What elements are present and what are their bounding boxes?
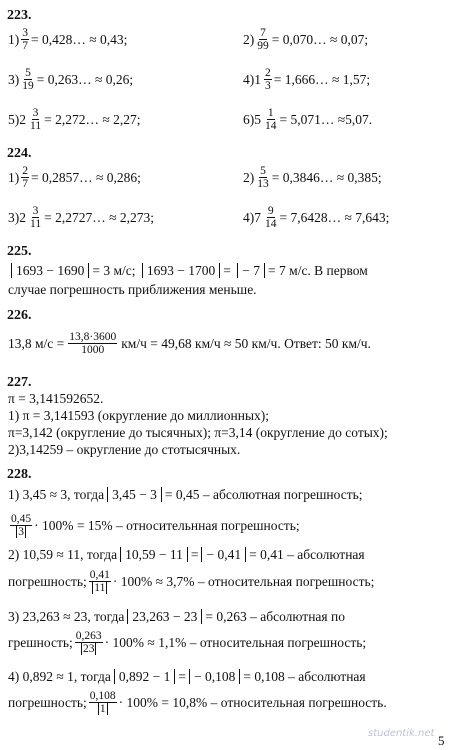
fraction: $\frac{0,41}{11}$ [89,569,110,594]
problem-number-226: 226. [7,308,32,323]
p228-item-1-line-2: $\frac{0,45}{3}$ · 100% = 15% – относительнная погрешность; [11,513,300,538]
fraction: $\frac{0,45}{3}$ [11,513,32,538]
fraction: $\frac{0,263}{23}$ [75,630,102,655]
fraction: $\frac{3}{11}$ [30,205,42,230]
p228-item-3-line-1: 3) 23,263 ≈ 23, тогда 23,263 − 23 = 0,263 – абсолютная по [8,609,345,624]
problem-number-227: 227. [7,375,32,390]
p225-line-1: 1693 − 1690 = 3 м/с; 1693 − 1700 = − 7 = 7 м/с. В первом [8,262,368,280]
p223-item-1: 1) $\frac{3}{7}$ = 0,428… ≈ 0,43; [8,27,128,52]
p226-line: 13,8 м/с = $\frac{13,8\cdot 3600}{1000}$ км/ч = 49,68 км/ч ≈ 50 км/ч. Ответ: 50 км/ч. [8,331,371,356]
fraction: $\frac{9}{14}$ [265,205,277,230]
problem-number-225: 225. [7,244,32,259]
watermark-text: studentik.net [368,728,435,739]
p224-item-1: 1) $\frac{2}{7}$ = 0,2857… ≈ 0,286; [8,165,141,190]
fraction: $\frac{13,8\cdot 3600}{1000}$ [69,331,117,356]
p227-line-3: π=3,142 (округление до тысячных); π=3,14 (округление до сотых); [8,425,388,440]
p228-item-1-line-1: 1) 3,45 ≈ 3, тогда 3,45 − 3 = 0,45 – абсолютная погрешность; [8,487,363,502]
p223-item-4: 4) 1 $\frac{2}{3}$ = 1,666… ≈ 1,57; [243,67,371,92]
fraction: $\frac{2}{7}$ [22,165,28,190]
fraction: $\frac{3}{7}$ [22,27,28,52]
p228-item-2-line-2: погрешность; $\frac{0,41}{11}$ · 100% ≈ 3,7% – относительная погрешность; [8,569,375,594]
p227-line-2: 1) π = 3,141593 (округление до миллионных); [8,408,270,423]
p227-line-1: π = 3,141592652. [8,391,104,406]
p224-item-2: 2) $\frac{5}{13}$ = 0,3846… ≈ 0,385; [243,165,382,190]
p223-item-5: 5) 2 $\frac{3}{11}$ = 2,272… ≈ 2,27; [8,107,141,132]
p227-line-4: 2)3,14259 – округление до стотысячных. [8,442,241,457]
fraction: $\frac{1}{14}$ [265,107,277,132]
p223-item-2: 2) $\frac{7}{99}$ = 0,070… ≈ 0,07; [243,27,369,52]
fraction: $\frac{3}{11}$ [30,107,42,132]
fraction: $\frac{5}{19}$ [22,67,34,92]
p224-item-4: 4) 7 $\frac{9}{14}$ = 7,6428… ≈ 7,643; [243,205,390,230]
problem-number-223: 223. [7,8,32,23]
fraction: $\frac{7}{99}$ [257,27,269,52]
p225-line-2: случае погрешность приближения меньше. [8,282,257,297]
p223-item-6: 6) 5 $\frac{1}{14}$ = 5,071… ≈5,07. [243,107,373,132]
fraction: $\frac{2}{3}$ [265,67,271,92]
p223-item-3: 3) $\frac{5}{19}$ = 0,263… ≈ 0,26; [8,67,134,92]
p228-item-4-line-2: погрешность; $\frac{0,108}{1}$ · 100% = 10,8% – относительная погрешность. [8,690,387,715]
p228-item-2-line-1: 2) 10,59 ≈ 11, тогда 10,59 − 11 = − 0,41 = 0,41 – абсолютная [8,547,365,562]
page-number: 5 [438,733,445,748]
problem-number-228: 228. [7,467,32,482]
p228-item-3-line-2: грешность; $\frac{0,263}{23}$ · 100% ≈ 1,1% – относительная погрешность; [8,630,367,655]
fraction: $\frac{0,108}{1}$ [89,690,116,715]
fraction: $\frac{5}{13}$ [257,165,269,190]
p228-item-4-line-1: 4) 0,892 ≈ 1, тогда 0,892 − 1 = − 0,108 = 0,108 – абсолютная [8,669,366,684]
problem-number-224: 224. [7,146,32,161]
p224-item-3: 3) 2 $\frac{3}{11}$ = 2,2727… ≈ 2,273; [8,205,154,230]
